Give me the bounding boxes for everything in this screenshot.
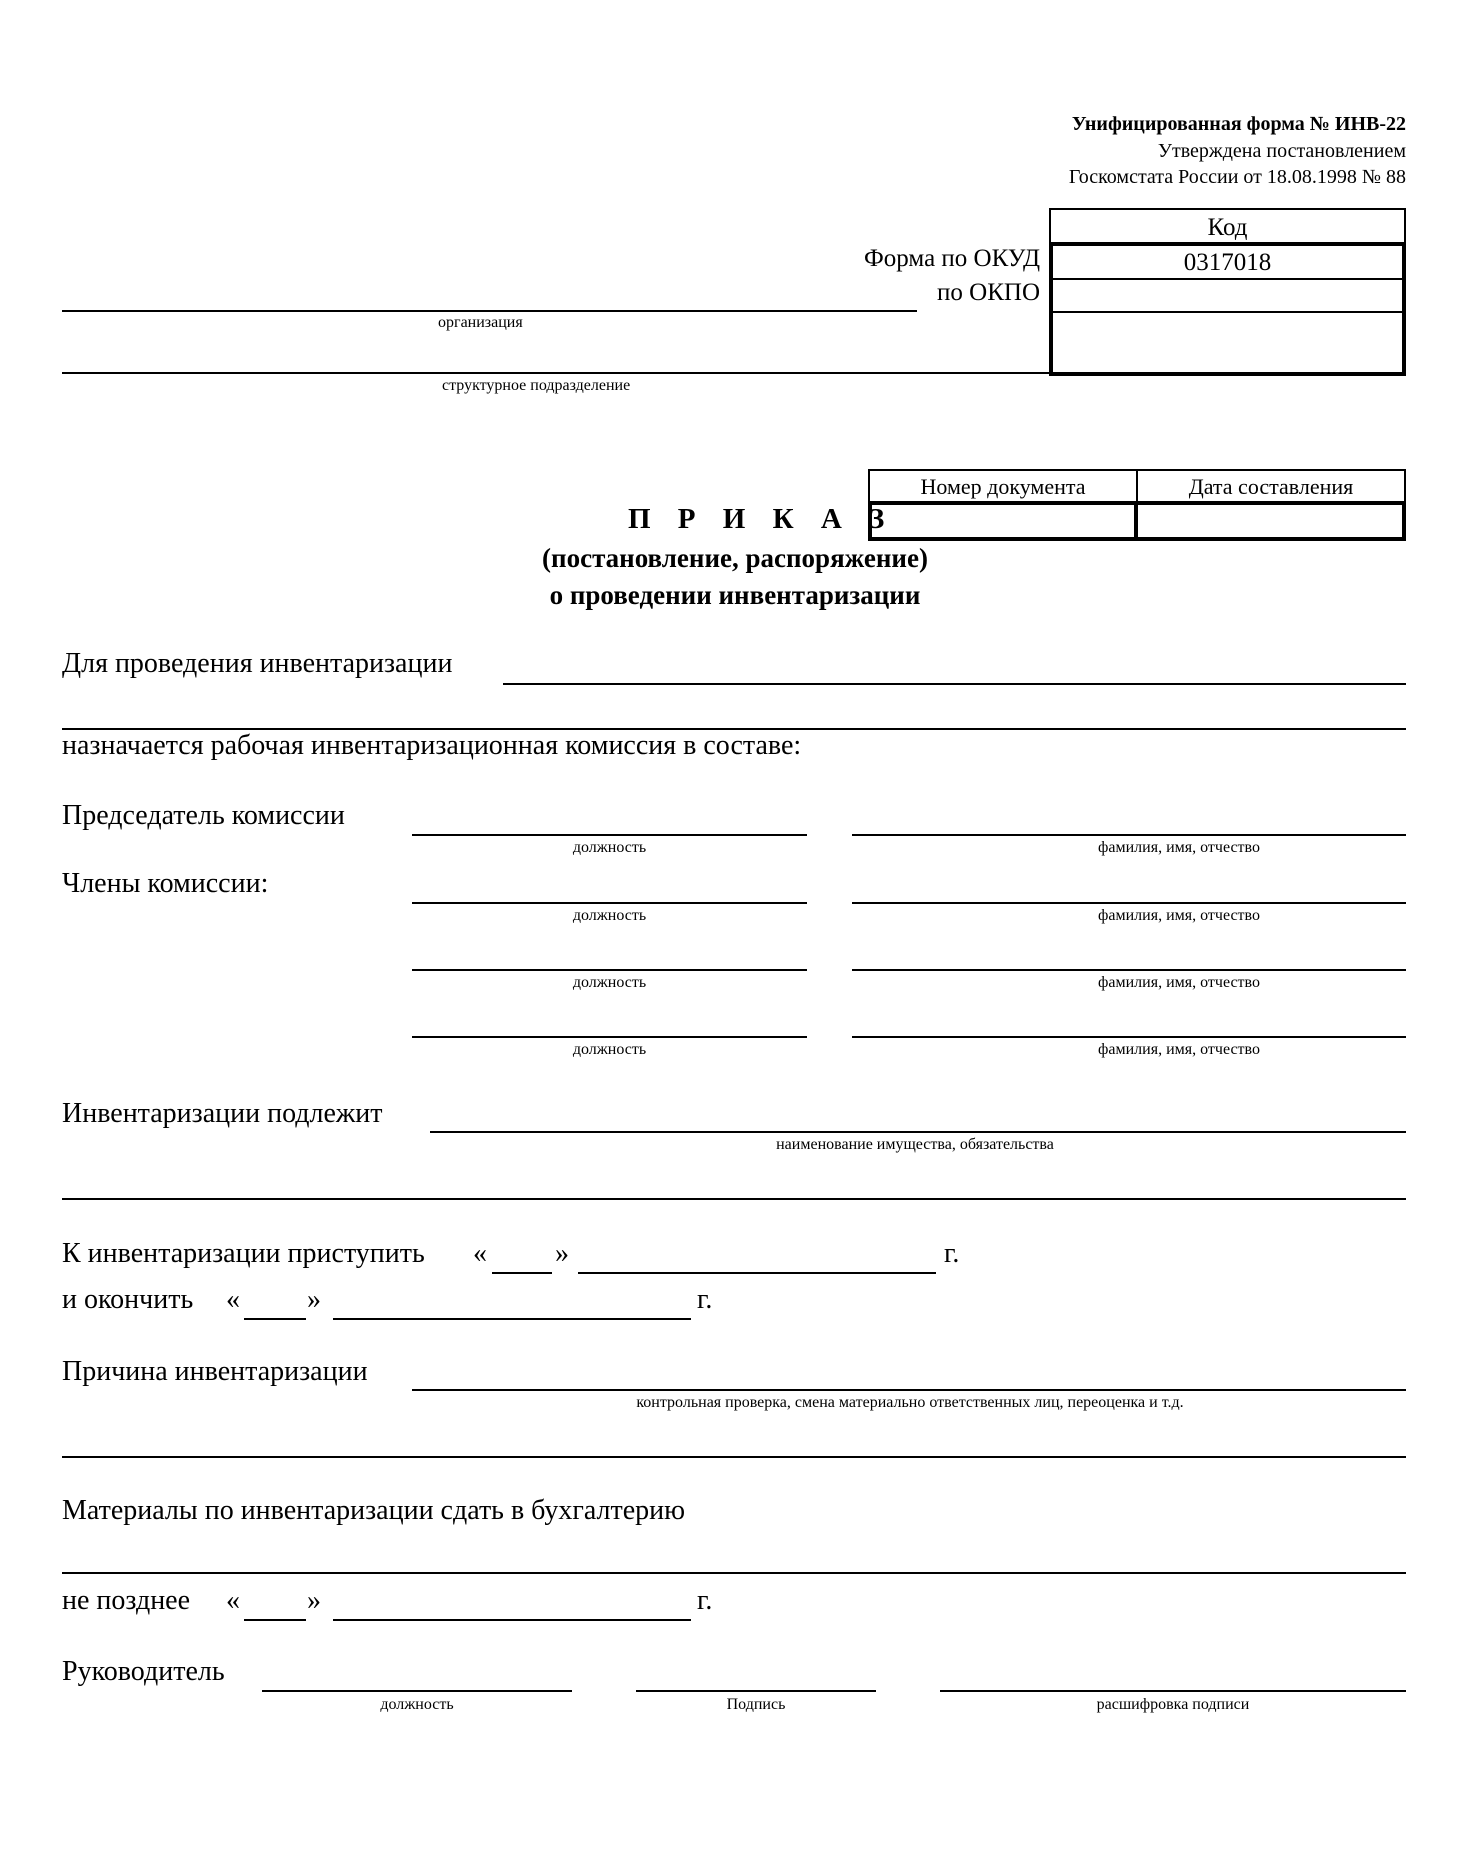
for-inventory-label: Для проведения инвентаризации [62,648,453,679]
chairman-position-caption: должность [572,839,647,856]
document-table [868,469,1406,541]
chairman-label: Председатель комиссии [62,800,345,831]
member-3-position-line[interactable] [412,1036,807,1038]
start-day-line[interactable] [492,1272,552,1274]
member-3-position-caption: должность [572,1041,647,1058]
subject-caption: наименование имущества, обязательства [776,1136,1054,1153]
subdivision-code[interactable] [1053,313,1402,372]
deadline-quote-close: » [307,1585,321,1616]
chairman-fio-caption: фамилия, имя, отчество [1098,839,1260,856]
head-signature-line[interactable] [636,1690,876,1692]
start-quote-open: « [473,1238,487,1269]
reason-caption: контрольная проверка, смена материально ответственных лиц, переоценка и т.д. [636,1394,1184,1411]
code-header: Код [1049,208,1406,244]
subject-label: Инвентаризации подлежит [62,1098,383,1129]
deadline-year-suffix: г. [697,1585,713,1616]
subject-line-2[interactable] [62,1198,1406,1200]
head-position-line[interactable] [262,1690,572,1692]
end-label: и окончить [62,1284,194,1315]
for-inventory-line[interactable] [503,683,1406,685]
chairman-position-line[interactable] [412,834,807,836]
head-position-caption: должность [380,1696,454,1713]
order-subtitle-1: (постановление, распоряжение) [542,543,928,573]
start-quote-close: » [555,1238,569,1269]
okpo-value[interactable] [1053,280,1402,313]
chairman-fio-line[interactable] [852,834,1406,836]
organization-line[interactable] [62,310,917,312]
subdivision-line[interactable] [62,372,1049,374]
doc-number-header: Номер документа [868,469,1138,503]
head-label: Руководитель [62,1656,225,1687]
materials-line[interactable] [62,1572,1406,1574]
okud-value[interactable]: 0317018 [1053,246,1402,280]
member-1-position-caption: должность [572,907,647,924]
deadline-day-line[interactable] [244,1619,306,1621]
doc-date-header: Дата составления [1136,469,1406,503]
member-2-fio-caption: фамилия, имя, отчество [1098,974,1260,991]
member-2-position-line[interactable] [412,969,807,971]
okpo-label: по ОКПО [937,279,1040,306]
commission-assigned-text: назначается рабочая инвентаризационная комиссия в составе: [62,730,802,761]
head-decode-line[interactable] [940,1690,1406,1692]
member-1-fio-caption: фамилия, имя, отчество [1098,907,1260,924]
materials-label: Материалы по инвентаризации сдать в бухгалтерию [62,1495,686,1526]
start-year-suffix: г. [944,1238,960,1269]
deadline-label: не позднее [62,1585,191,1616]
member-1-position-line[interactable] [412,902,807,904]
member-3-fio-line[interactable] [852,1036,1406,1038]
start-month-line[interactable] [578,1272,936,1274]
subject-line[interactable] [430,1131,1406,1133]
subdivision-caption: структурное подразделение [442,377,631,394]
approval-line-2: Госкомстата России от 18.08.1998 № 88 [1068,166,1406,188]
member-1-fio-line[interactable] [852,902,1406,904]
member-2-position-caption: должность [572,974,647,991]
reason-label: Причина инвентаризации [62,1356,368,1387]
reason-line-2[interactable] [62,1456,1406,1458]
form-title: Унифицированная форма № ИНВ-22 [1071,113,1406,135]
member-2-fio-line[interactable] [852,969,1406,971]
member-3-fio-caption: фамилия, имя, отчество [1098,1041,1260,1058]
end-year-suffix: г. [697,1284,713,1315]
reason-line[interactable] [412,1389,1406,1391]
end-quote-open: « [226,1284,240,1315]
organization-caption: организация [438,314,523,331]
start-label: К инвентаризации приступить [62,1238,425,1269]
head-decode-caption: расшифровка подписи [1096,1696,1250,1713]
head-signature-caption: Подпись [726,1696,786,1713]
codes-box [1049,208,1406,376]
doc-date-cell[interactable] [1134,501,1406,541]
end-month-line[interactable] [333,1318,691,1320]
order-subtitle-2: о проведении инвентаризации [549,580,921,610]
okud-label: Форма по ОКУД [864,245,1040,272]
members-label: Члены комиссии: [62,868,269,899]
end-quote-close: » [307,1284,321,1315]
deadline-month-line[interactable] [333,1619,691,1621]
order-title: П Р И К А З [628,503,895,535]
doc-number-cell[interactable] [868,501,1138,541]
approval-line-1: Утверждена постановлением [1157,140,1406,162]
end-day-line[interactable] [244,1318,306,1320]
deadline-quote-open: « [226,1585,240,1616]
